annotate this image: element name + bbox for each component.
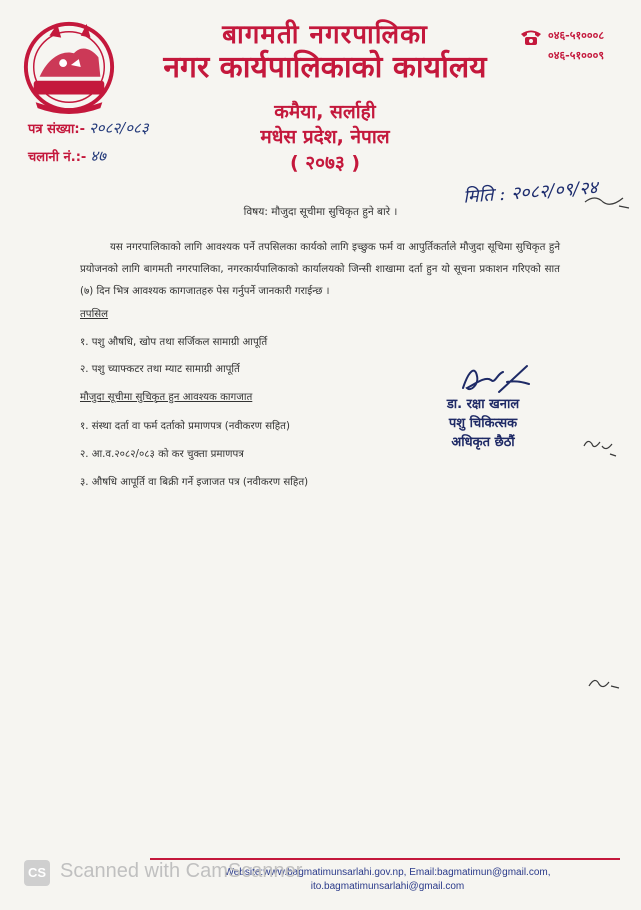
footer-line: Website:www.bagmatimunsarlahi.gov.np, Email:bagmatimun@gmail.com, [224,867,551,878]
document-item: २. आ.व.२०८२/०८३ को कर चुक्ता प्रमाणपत्र [80,449,244,460]
signatory-name: डा. रक्षा खनाल [446,397,520,412]
tapasil-item: १. पशु औषधि, खोप तथा सर्जिकल सामाग्री आपूर्ति [80,337,268,348]
document-item: ३. औषधि आपूर्ति वा बिक्री गर्ने इजाजत पत्र (नवीकरण सहित) [80,477,309,488]
municipality-name: बागमती नगरपालिका [222,20,428,50]
notice-body: यस नगरपालिकाको लागि आवश्यक पर्ने तपसिलका कार्यको लागि इच्छुक फर्म वा आपुर्तिकर्ताले मौजुदा सूचिमा सुचिकृत हुने प्रयोजनको लागि बागमती नगरपालिका, नगरकार्यपालिकाको कार्यालयको जिन्सी शाखामा दर्ता हुन यो सूचना प्रकाशन गरिएको सात (७) दिन भित्र आवश्यक कागजातहरु पेस गर्नुपर्ने जानकारी गराईन्छ । [80,242,560,297]
patra-value: २०८२/०८३ [88,119,149,137]
tapasil-item: २. पशु च्याफ्कटर तथा म्याट सामाग्री आपूर्ति [80,364,240,375]
camscanner-logo-icon: CS [24,860,50,886]
nepal-emblem-icon [20,15,118,120]
patra-sankhya [28,118,149,138]
signatory-title: पशु चिकित्सक [448,416,518,431]
chalani-label: चलानी नं.:- [28,150,87,165]
margin-scribble-icon [580,432,620,462]
footer-line: ito.bagmatimunsarlahi@gmail.com [310,881,465,892]
phone-number: ०४६-५१०००८ [548,29,605,42]
patra-label: पत्र संख्या:- [28,122,85,137]
document-item: १. संस्था दर्ता वा फर्म दर्ताको प्रमाणपत्र (नवीकरण सहित) [80,421,290,432]
office-address: कमैया, सर्लाही [274,101,376,123]
margin-scribble-icon [585,668,625,698]
phone-number: ०४६-५१०००९ [548,49,605,62]
letterhead [130,20,520,176]
signature-scrawl-icon [455,362,535,397]
tapasil-heading: तपसिल [80,309,109,320]
established-year: ( २०७३ ) [289,152,361,174]
phone-icon [520,28,542,46]
office-name: नगर कार्यपालिकाको कार्यालय [163,50,487,85]
phone-numbers [548,26,604,66]
signatory-office: अधिकृत छैठौं [451,435,515,450]
margin-scribble-icon [583,190,633,214]
handwritten-date: मिति : २०८२/०९/२४ [462,177,599,208]
signatory-block [418,395,548,452]
chalani-value: ४७ [90,147,106,165]
chalani-number [28,146,106,166]
province-country: मधेस प्रदेश, नेपाल [260,126,390,148]
subject-line: विषय: मौजुदा सूचीमा सुचिकृत हुने बारे । [243,206,398,218]
camscanner-text: Scanned with CamScanner [60,860,303,882]
documents-heading: मौजुदा सूचीमा सुचिकृत हुन आवश्यक कागजात [80,392,253,403]
